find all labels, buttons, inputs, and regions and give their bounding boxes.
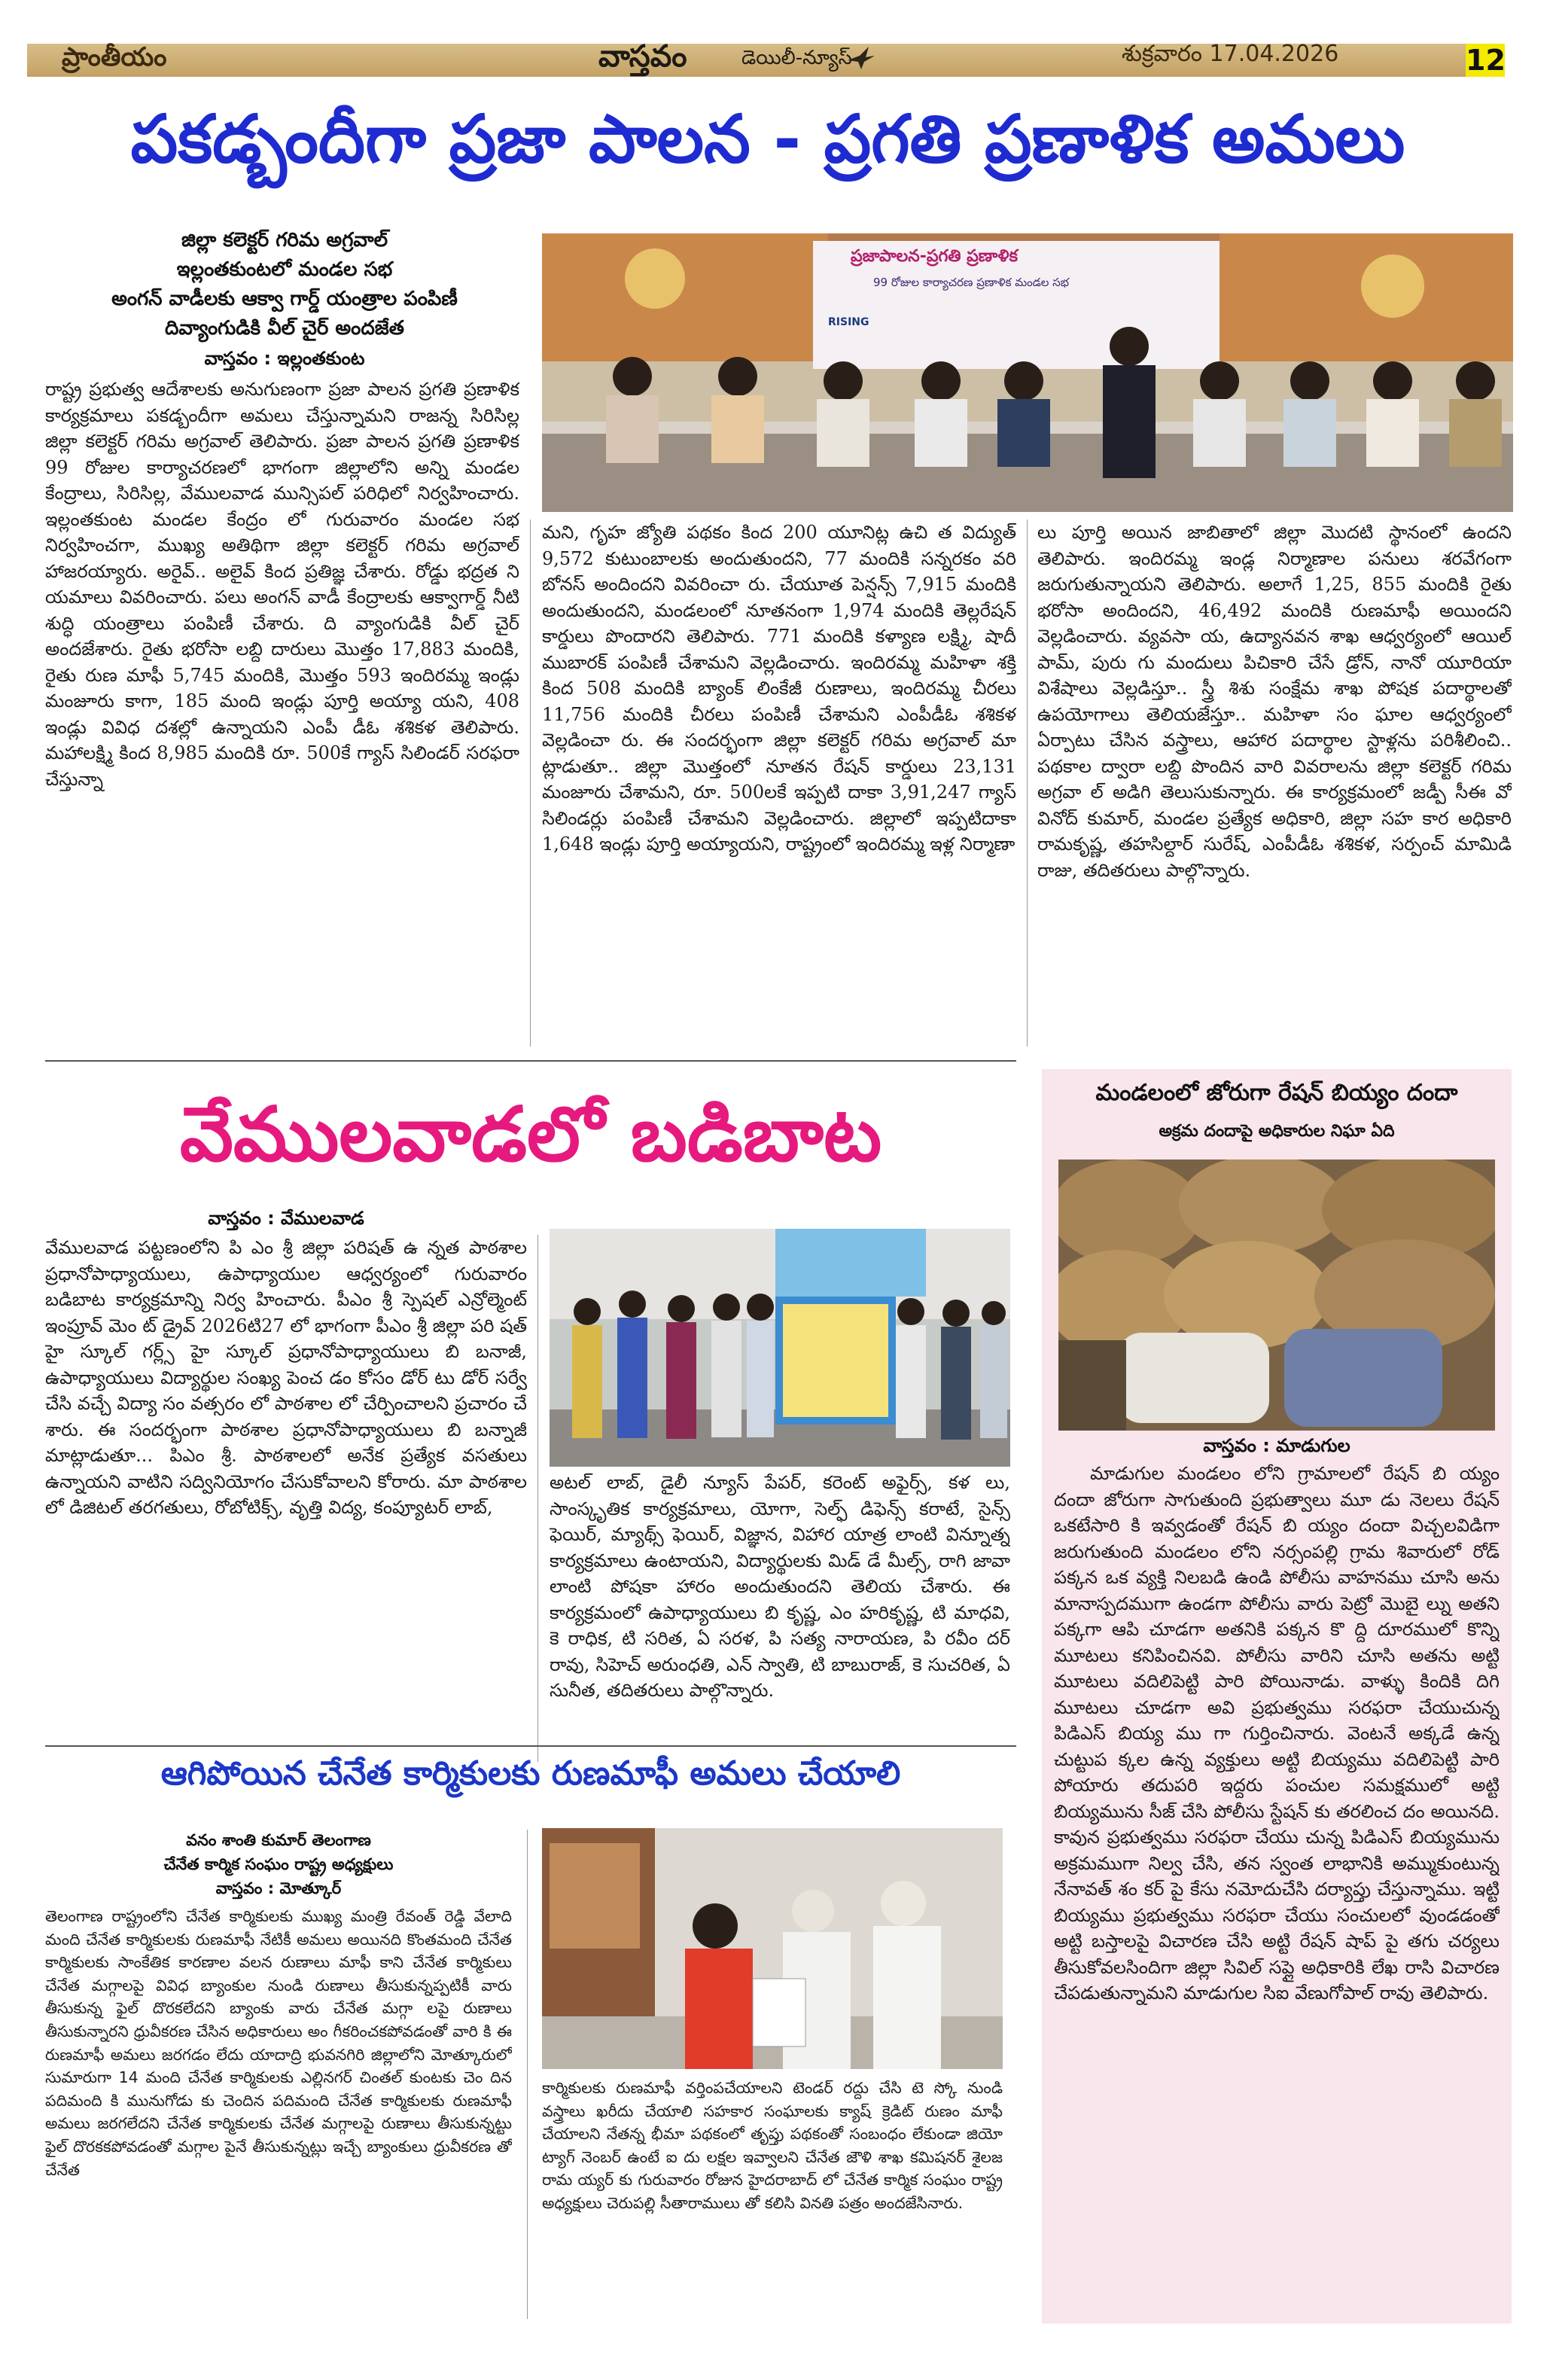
masthead-date: శుక్రవారం 17.04.2026 [1122, 41, 1339, 67]
lead-photo-banner-sub: 99 రోజుల కార్యాచరణ ప్రణాళిక మండల సభ [873, 276, 1069, 289]
ration-rice-bags-photo [1058, 1160, 1495, 1431]
column-rule [537, 1235, 538, 1762]
badibata-dateline: వాస్తవం : వేములవాడ [208, 1208, 364, 1229]
weavers-headline: ఆగిపోయిన చేనేత కార్మికులకు రుణమాఫీ అమలు చేయాలి [160, 1754, 901, 1793]
badibata-headline: వేములవాడలో బడిబాట [179, 1090, 882, 1178]
lead-photo-badge: RISING [828, 316, 869, 328]
section-divider [45, 1060, 1016, 1062]
masthead-paper-tag: డెయిలీ-న్యూస్ [741, 47, 852, 69]
lead-event-photo [542, 233, 1513, 512]
column-rule [530, 520, 531, 1047]
lead-dateline: వాస్తవం : ఇల్లంతకుంట [204, 348, 365, 369]
lead-subhead: అంగన్ వాడీలకు ఆక్వా గార్డ్ యంత్రాల పంపిణీ [111, 288, 458, 310]
ration-body: మాడుగుల మండలం లోని గ్రామాలలో రేషన్ బి య్యం దందా జోరుగా సాగుతుంది ప్రభుత్వాలు మూ డు నెలలు రేషన్ ఒకటేసారి కి ఇవ్వడంతో రేషన్ బి య్యం దందా విచ్చలవిడిగా జరుగుతుంది మండలం లోని నర్సంపల్లి గ్రామ శివారులో రోడ్ పక్కన ఒక వ్యక్తి నిలబడి ఉండి పోలీసు వాహనము చూసి అను మానాస్పదముగా ఉండగా పోలీసు వారు పెట్రో మొబై ల్ను అతని పక్కగా ఆపి చూడగా అతనికి పక్కన కొ ద్ది దూరములో కొన్ని మూటలు కనిపించినవి. పోలీసు వారిని చూసి అతను అట్టి మూటలు వదిలిపెట్టి పారి పోయినాడు. వాళ్ళు కిందికి దిగి మూటలు చూడగా అవి ప్రభుత్వము సరఫరా చేయుచున్న పిడిఎస్ బియ్య ము గా గుర్తించినారు. వెంటనే అక్కడే ఉన్న చుట్టుప క్కల ఉన్న వ్యక్తులు అట్టి బియ్యము వదిలిపెట్టి పారి పోయారు తదుపరి ఇద్దరు పంచుల సమక్షములో అట్టి బియ్యమును సీజ్ చేసి పోలీసు స్టేషన్ కు తరలించ దం అయినది. కావున ప్రభుత్వము సరఫరా చేయు చున్న పిడిఎస్ బియ్యమును అక్రమముగా నిల్వ చేసి, తన స్వంత లాభానికి అమ్ముకుంటున్న నేనావత్ శం కర్ పై కేసు నమోదుచేసి దర్యాప్తు చేస్తున్నాము. ఇట్టి బియ్యము ప్రభుత్వము సరఫరా చేయు సంచులలో వుండడంతో అట్టి బస్తాలపై విచారణ చేసి అట్టి రేషన్ షాప్ పై తగు చర్యలు తీసుకోవలసిందిగా జిల్లా సివిల్ సప్లై అధికారికి లేఖ రాసి విచారణ చేపడుతున్నామని మాడుగుల సిఐ వేణుగోపాల్ రావు తెలిపారు. [1054, 1463, 1500, 2004]
section-divider [45, 1745, 1016, 1747]
badibata-column-1: వేములవాడ పట్టణంలోని పి ఎం శ్రీ జిల్లా పరిషత్ ఉ న్నత పాఠశాల ప్రధానోపాధ్యాయులు, ఉపాధ్యాయుల ఆధ్వర్యంలో గురువారం బడిబాట కార్యక్రమాన్ని నిర్వ హించారు. పీఎం శ్రీ స్పెషల్ ఎన్రోల్మెంట్ ఇంప్రూవ్ మెం ట్ డ్రైవ్ 2026టి27 లో భాగంగా పీఎం శ్రీ జిల్లా పరి షత్ హై స్కూల్ గర్ల్స్ హై స్కూల్ ప్రధానోపాధ్యాయులు బి బనాజీ, ఉపాధ్యాయులు విద్యార్థుల సంఖ్య పెంచ డం కోసం డోర్ టు డోర్ సర్వే చేసి వచ్చే విద్యా సం వత్సరం లో పాఠశాల లో చేర్పించాలని ప్రచారం చే శారు. ఈ సందర్భంగా పాఠశాల ప్రధానోపాధ్యాయులు బి బన్నాజీ మాట్లాడుతూ... పిఎం శ్రీ. పాఠశాలలో అనేక ప్రత్యేక వసతులు ఉన్నాయని వాటిని సద్వినియోగం చేసుకోవాలని కోరారు. మా పాఠశాల లో డిజిటల్ తరగతులు, రోబోటిక్స్, వృత్తి విద్య, కంప్యూటర్ లాబ్, [45, 1237, 527, 1518]
lead-column-2: మని, గృహ జ్యోతి పథకం కింద 200 యూనిట్ల ఉచి త విద్యుత్ 9,572 కుటుంబాలకు అందుతుందని, 77 మందికి సన్నరకం వరి బోనస్ అందిందని వివరించా రు. చేయూత పెన్షన్స్ 7,915 మందికి అందుతుందని, మండలంలో నూతనంగా 1,974 మందికి తెల్లరేషన్ కార్డులు పొందారని తెలిపారు. 771 మందికి కళ్యాణ లక్ష్మి, షాదీ ముబారక్ పంపిణీ చేశామని వెల్లడించారు. ఇందిరమ్మ మహిళా శక్తి కింద 508 మందికి బ్యాంక్ లింకేజీ రుణాలు, ఇందిరమ్మ చీరలు 11,756 మందికి చీరలు పంపిణీ చేశామని ఎంపీడీఓ శశికళ వెల్లడించా రు. ఈ సందర్భంగా జిల్లా కలెక్టర్ గరిమ అగ్రవాల్ మా ట్లాడుతూ.. జిల్లా మొత్తంలో నూతన రేషన్ కార్డులు 23,131 మంజూరు చేశామని, రూ. 500లకే ఇప్పటి దాకా 3,91,247 గ్యాస్ సిలిండర్లు పంపిణీ చేశామని వెల్లడించారు. జిల్లాలో ఇప్పటిదాకా 1,648 ఇండ్లు పూర్తి అయ్యాయని, రాష్ట్రంలో ఇందిరమ్మ ఇళ్ల నిర్మాణా [542, 522, 1016, 855]
lead-headline: పకడ్బందీగా ప్రజా పాలన - ప్రగతి ప్రణాళిక అమలు [130, 100, 1405, 178]
weavers-byline: వనం శాంతి కుమార్ తెలంగాణ [186, 1831, 371, 1849]
ration-dateline: వాస్తవం : మాడుగుల [1203, 1435, 1350, 1456]
lead-subheads [53, 226, 516, 343]
ration-headline: మండలంలో జోరుగా రేషన్ బియ్యం దందా [1095, 1080, 1458, 1106]
masthead-section: ప్రాంతీయం [62, 42, 167, 72]
lead-subhead: ఇల్లంతకుంటలో మండల సభ [176, 258, 393, 281]
lead-subhead: దివ్యాంగుడికి వీల్ చైర్ అందజేత [165, 317, 404, 340]
masthead-paper-name: వాస్తవం [598, 39, 687, 74]
lead-subhead: జిల్లా కలెక్టర్ గరిమ అగ్రవాల్ [181, 229, 388, 251]
lead-photo-banner: ప్రజాపాలన-ప్రగతి ప్రణాళిక [851, 247, 1019, 266]
column-rule [527, 1830, 528, 2319]
badibata-column-2: అటల్ లాబ్, డైలీ న్యూస్ పేపర్, కరెంట్ అఫైర్స్, కళ లు, సాంస్కృతిక కార్యక్రమాలు, యోగా, సెల్ఫ్ డిఫెన్స్ కరాటే, సైన్స్ ఫెయిర్, మ్యాథ్స్ ఫెయిర్, విజ్ఞాన, విహార యాత్ర లాంటి విన్నూత్న కార్యక్రమాలు ఉంటాయని, విద్యార్థులకు మిడ్ డే మీల్స్, రాగి జావా లాంటి పోషకా హారం అందుతుందని తెలియ చేశారు. ఈ కార్యక్రమంలో ఉపాధ్యాయులు బి కృష్ణ, ఎం హరికృష్ణ, టి మాధవి, కె రాధిక, టి సరిత, ఏ సరళ, పి సత్య నారాయణ, పి రవీం దర్ రావు, సిహెచ్ అరుంధతి, ఎన్ స్వాతి, టి బాబురాజ్, కె సుచరిత, ఏ సునీత, తదితరులు పాల్గొన్నారు. [550, 1472, 1010, 1701]
weavers-column-2: కార్మికులకు రుణమాఫీ వర్తింపచేయాలని టెండర్ రద్దు చేసి టె స్కో నుండి వస్త్రాలు ఖరీదు చేయాలి సహకార సంఘాలకు క్యాష్ క్రెడిట్ రుణం మాఫీ చేయాలని నేతన్న భీమా పథకంలో తృప్తు పథకంతో సంబంధం లేకుండా జియో ట్యాగ్ నెంబర్ ఉంటే ఐ దు లక్షల ఇవ్వాలని చేనేత జౌళి శాఖ కమిషనర్ శైలజ రామ య్యర్ కు గురువారం రోజున హైదరాబాద్ లో చేనేత కార్మిక సంఘం రాష్ట్ర అధ్యక్షులు చెరుపల్లి సీతారాములు తో కలిసి వినతి పత్రం అందజేసినారు. [542, 2079, 1003, 2212]
weavers-dateline: వాస్తవం : మోత్కూర్ [215, 1879, 342, 1897]
bird-logo-icon [846, 45, 876, 71]
weavers-byline-2: చేనేత కార్మిక సంఘం రాష్ట్ర అధ్యక్షులు [163, 1855, 394, 1873]
ration-subhead: అక్రమ దందాపై అధికారుల నిఘా ఏది [1159, 1122, 1395, 1141]
weavers-photo [542, 1828, 1003, 2069]
page-number: 12 [1466, 44, 1506, 77]
badibata-photo [550, 1229, 1010, 1467]
column-rule [1027, 520, 1028, 1047]
lead-column-3: లు పూర్తి అయిన జాబితాలో జిల్లా మొదటి స్థానంలో ఉందని తెలిపారు. ఇందిరమ్మ ఇండ్ల నిర్మాణాల పనులు శరవేగంగా జరుగుతున్నాయని తెలిపారు. అలాగే 1,25, 855 మందికి రైతు భరోసా అందిందని, 46,492 మందికి రుణమాఫీ అయిందని వెల్లడించారు. వ్యవసా య, ఉద్యానవన శాఖ ఆధ్వర్యంలో ఆయిల్ పామ్, పురు గు మందులు పిచికారి చేసే డ్రోన్, నానో యూరియా విశేషాలు వెల్లడిస్తూ.. స్త్రీ శిశు సంక్షేమ శాఖ పోషక పదార్థాలతో ఉపయోగాలు తెలియజేస్తూ.. మహిళా సం ఘాల ఆధ్వర్యంలో ఏర్పాటు చేసిన వస్త్రాలు, ఆహార పదార్థాల స్టాళ్లను పరిశీలించి.. పథకాల ద్వారా లబ్ది పొందిన వారి వివరాలను జిల్లా కలెక్టర్ గరిమ అగ్రవా ల్ అడిగి తెలుసుకున్నారు. ఈ కార్యక్రమంలో జడ్పీ సీఈ వో వినోద్ కుమార్, మండల ప్రత్యేక అధికారి, జిల్లా సహ కార అధికారి రామకృష్ణ, తహసిల్దార్ సురేష్, ఎంపీడీఓ శశికళ, సర్పంచ్ మామిడి రాజు, తదితరులు పాల్గొన్నారు. [1037, 522, 1512, 881]
weavers-column-1: తెలంగాణ రాష్ట్రంలోని చేనేత కార్మికులకు ముఖ్య మంత్రి రేవంత్ రెడ్డి వేలాది మంది చేనేత కార్మికులకు రుణమాఫీ నేటికీ అమలు అయినది కొంతమంది చేనేత కార్మికులకు సాంకేతిక కారణాల వలన రుణాలు మాఫీ కాని చేనేత కార్మికులు చేనేత మగ్గాలపై వివిధ బ్యాంకుల నుండి రుణాలు తీసుకున్నప్పటికీ వారు తీసుకున్న ఫైల్ దొరకలేదని బ్యాంకు వారు చేనేత మగ్గా లపై రుణాలు తీసుకున్నారని ధ్రువీకరణ చేసిన అధికారులు అం గీకరించకపోవడంతో వారి కి ఈ రుణమాఫీ అమలు జరగడం లేదు యాదాద్రి భువనగిరి జిల్లాలోని మోత్కూరులో సుమారుగా 14 మంది చేనేత కార్మికులకు ఎల్లినగర్ చింతల్ కుంటకు చెం దిన పదిమంది కి మునుగోడు కు చెందిన పదిమంది చేనేత కార్మికులకు రుణమాఫీ అమలు జరగలేదని చేనేత కార్మికులకు చేనేత మగ్గాలపై రుణాలు తీసుకున్నట్టు ఫైల్ దొరకకపోవడంతో మగ్గాల పైనే తీసుకున్నట్లు ఇచ్చే బ్యాంకులు ధ్రువీకరణ తో చేనేత [45, 1907, 512, 2179]
lead-column-1: రాష్ట్ర ప్రభుత్వ ఆదేశాలకు అనుగుణంగా ప్రజా పాలన ప్రగతి ప్రణాళిక కార్యక్రమాలు పకడ్బందీగా అమలు చేస్తున్నామని రాజన్న సిరిసిల్ల జిల్లా కలెక్టర్ గరిమ అగ్రవాల్ తెలిపారు. ప్రజా పాలన ప్రగతి ప్రణాళిక 99 రోజుల కార్యాచరణలో భాగంగా జిల్లాలోని అన్ని మండల కేంద్రాలు, సిరిసిల్ల, వేములవాడ మున్సిపల్ పరిధిలో నిర్వహించారు. ఇల్లంతకుంట మండల కేంద్రం లో గురువారం మండల సభ నిర్వహించగా, ముఖ్య అతిథిగా జిల్లా కలెక్టర్ గరిమ అగ్రవాల్ హాజరయ్యారు. అరైవ్.. అలైవ్ కింద ప్రతిజ్ఞ చేశారు. రోడ్డు భద్రత ని యమాలు వివరించారు. పలు అంగన్ వాడీ కేంద్రాలకు ఆక్వాగార్డ్ నీటి శుద్ధి యంత్రాలు పంపిణీ చేశారు. ది వ్యాంగుడికి వీల్ చైర్ అందజేశారు. రైతు భరోసా లబ్ది దారులు మొత్తం 17,883 మందికి, రైతు రుణ మాఫీ 5,745 మందికి, మొత్తం 593 ఇందిరమ్మ ఇండ్లు మంజూరు కాగా, 185 మంది ఇండ్లు పూర్తి అయ్యా యని, 408 ఇండ్లు వివిధ దశల్లో ఉన్నాయని ఎంపీ డీఓ శశికళ తెలిపారు. మహాలక్ష్మి కింద 8,985 మందికి రూ. 500కే గ్యాస్ సిలిండర్ సరఫరా చేస్తున్నా [45, 379, 519, 790]
